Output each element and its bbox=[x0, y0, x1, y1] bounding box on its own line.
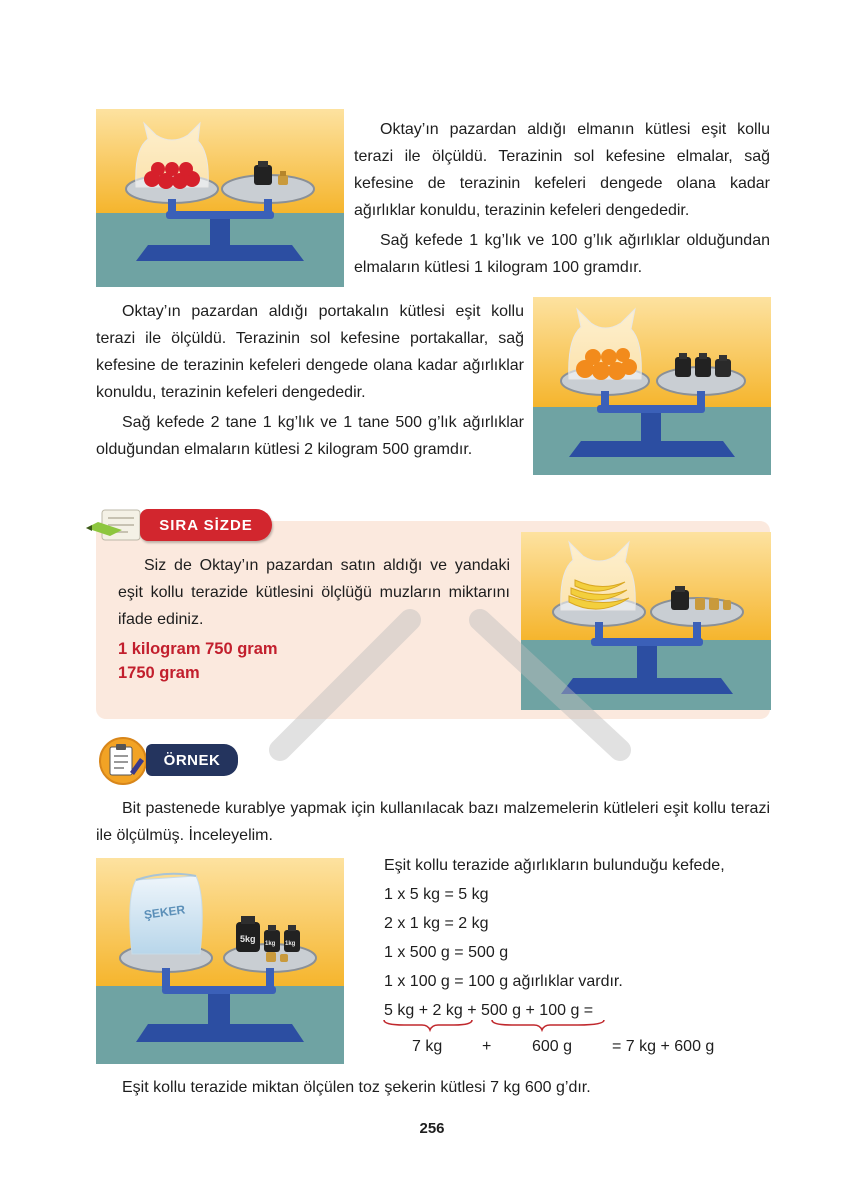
calc-line-2: 2 x 1 kg = 2 kg bbox=[384, 915, 489, 932]
sugar-bag-label: ŞEKER bbox=[143, 902, 186, 923]
result-right: 600 g bbox=[532, 1038, 573, 1055]
section2-para1: Oktay’ın pazardan aldığı portakalın kütlesi eşit kollu terazi ile ölçüldü. Terazinin sol kefesine portakallar, sağ kefesine de terazinin kefeleri dengede olana kadar ağırlıklar konuldu, terazinin kefeleri dengededir. bbox=[96, 303, 524, 401]
answer-line-1: 1 kilogram 750 gram bbox=[118, 640, 278, 658]
five-kg-weight-label: 5kg bbox=[240, 934, 256, 944]
sum-plus-1: + bbox=[418, 1002, 429, 1019]
apple-scale-illustration bbox=[96, 109, 344, 287]
pencil-icon bbox=[84, 506, 146, 544]
result-plus: + bbox=[482, 1038, 492, 1055]
section2-text bbox=[96, 298, 524, 463]
sira-sizde-badge: SIRA SİZDE bbox=[140, 509, 272, 541]
section1-text bbox=[354, 116, 770, 281]
calc-line-1: 1 x 5 kg = 5 kg bbox=[384, 886, 489, 903]
one-kg-weight-label-b: 1kg bbox=[285, 941, 296, 947]
sum-braces bbox=[382, 1018, 612, 1032]
sira-sizde-text bbox=[118, 552, 510, 685]
clipboard-icon bbox=[96, 736, 150, 786]
conclusion: Eşit kollu terazide miktan ölçülen toz şekerin kütlesi 7 kg 600 g’dır. bbox=[122, 1079, 591, 1096]
sum-term-2kg: 2 kg bbox=[432, 1002, 463, 1019]
calc-line-4: 1 x 100 g = 100 g ağırlıklar vardır. bbox=[384, 973, 623, 990]
section1-para1: Oktay’ın pazardan aldığı elmanın kütlesi eşit kollu terazi ile ölçüldü. Terazinin sol kefesine elmalar, sağ kefesine de terazinin kefeleri dengede olana kadar ağırlıklar konuldu, terazinin kefeleri dengededir. bbox=[354, 121, 770, 219]
one-kg-weight-label-a: 1kg bbox=[265, 941, 276, 947]
sum-term-5kg: 5 kg bbox=[384, 1002, 415, 1019]
section2-para2: Sağ kefede 2 tane 1 kg’lık ve 1 tane 500 g’lık ağırlıklar olduğundan elmaların kütlesi 2 kilogram 500 gramdır. bbox=[96, 414, 524, 458]
orange-scale-illustration bbox=[533, 297, 771, 475]
sum-term-100g: 100 g bbox=[539, 1002, 580, 1019]
sugar-scale-illustration bbox=[96, 858, 344, 1064]
sum-equals: = bbox=[583, 1002, 594, 1019]
sira-sizde-question: Siz de Oktay’ın pazardan satın aldığı ve yandaki eşit kollu terazide kütlesini ölçlüğü muzların miktarını ifade ediniz. bbox=[118, 557, 510, 628]
answer-line-2: 1750 gram bbox=[118, 664, 200, 682]
sum-term-500g: 500 g bbox=[481, 1002, 522, 1019]
sum-plus-2: + bbox=[467, 1002, 477, 1019]
result-left: 7 kg bbox=[412, 1038, 443, 1055]
calc-header: Eşit kollu terazide ağırlıkların bulunduğu kefede, bbox=[384, 857, 725, 874]
banana-scale-illustration bbox=[521, 532, 771, 710]
result-final: = 7 kg + 600 g bbox=[612, 1038, 715, 1055]
ornek-badge: ÖRNEK bbox=[146, 744, 238, 776]
calc-line-3: 1 x 500 g = 500 g bbox=[384, 944, 509, 961]
page-number: 256 bbox=[419, 1120, 445, 1137]
ornek-intro: Bit pastenede kurablye yapmak için kullanılacak bazı malzemelerin kütleleri eşit kollu terazi ile ölçülmüş. İnceleyelim. bbox=[96, 800, 770, 844]
section1-para2: Sağ kefede 1 kg’lık ve 100 g’lık ağırlıklar olduğundan elmaların kütlesi 1 kilogram 100 gramdır. bbox=[354, 232, 770, 276]
calculation-block bbox=[384, 851, 774, 996]
sum-plus-3: + bbox=[525, 1002, 535, 1019]
